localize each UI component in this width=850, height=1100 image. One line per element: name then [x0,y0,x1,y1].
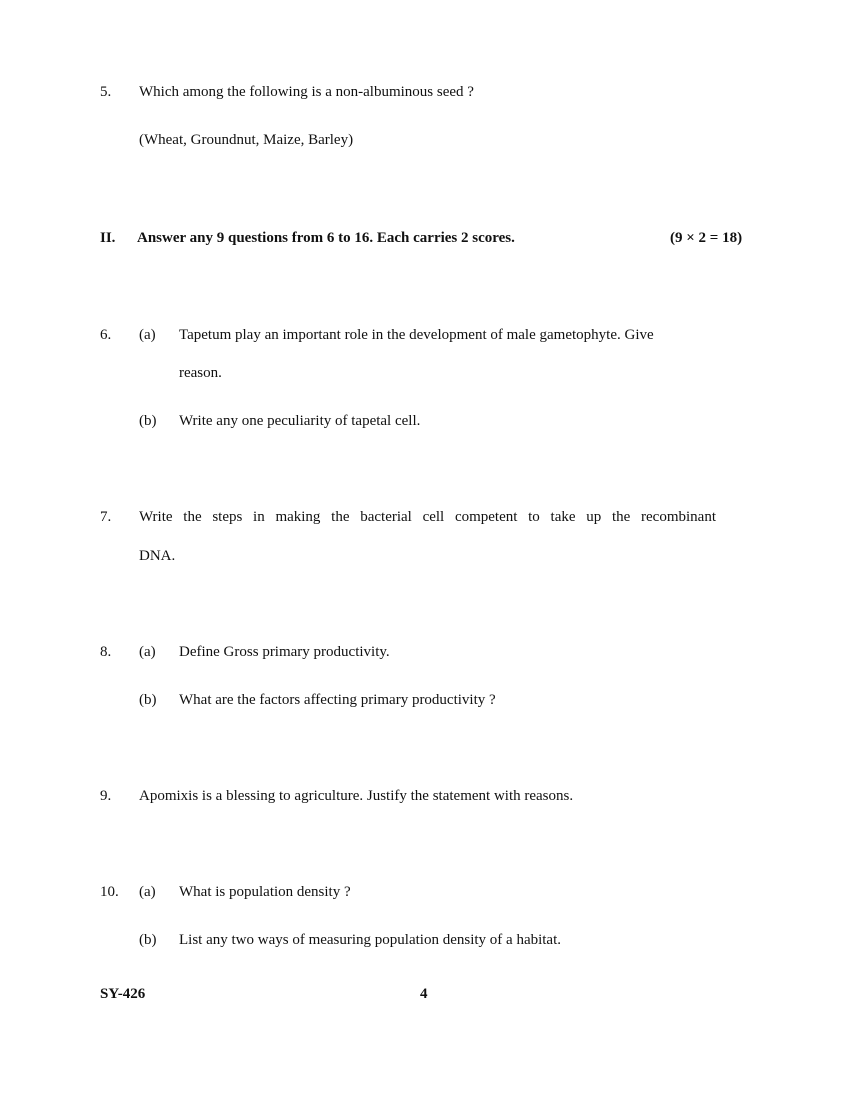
section-2-numeral: II. [100,230,116,246]
question-6-number: 6. [100,327,112,343]
question-8a-label: (a) [139,644,156,660]
question-8a-text: Define Gross primary productivity. [179,644,390,660]
section-2-marks: (9 × 2 = 18) [670,230,743,246]
question-6a-text-line2: reason. [179,365,222,381]
question-10-number: 10. [100,884,119,900]
question-9-text: Apomixis is a blessing to agriculture. Justify the statement with reasons. [139,788,574,804]
section-2-instruction: Answer any 9 questions from 6 to 16. Each carries 2 scores. [137,230,515,246]
question-10b-label: (b) [139,932,157,948]
question-7-number: 7. [100,509,112,525]
page-number: 4 [420,986,428,1002]
question-6a-label: (a) [139,327,156,343]
question-9-number: 9. [100,788,112,804]
question-5-number: 5. [100,84,112,100]
question-7-text-line2: DNA. [139,548,176,564]
question-8-number: 8. [100,644,112,660]
question-10a-text: What is population density ? [179,884,351,900]
question-5-options: (Wheat, Groundnut, Maize, Barley) [139,132,354,148]
question-5-text: Which among the following is a non-albuminous seed ? [139,84,474,100]
question-6b-label: (b) [139,413,157,429]
question-6a-text-line1: Tapetum play an important role in the development of male gametophyte. Give [179,327,654,343]
question-10a-label: (a) [139,884,156,900]
question-8b-text: What are the factors affecting primary productivity ? [179,692,496,708]
question-10b-text: List any two ways of measuring population density of a habitat. [179,932,562,948]
question-8b-label: (b) [139,692,157,708]
question-7-text-line1: Write the steps in making the bacterial cell competent to take up the recombinant [139,509,716,525]
question-6b-text: Write any one peculiarity of tapetal cell. [179,413,421,429]
footer-code: SY-426 [100,986,146,1002]
